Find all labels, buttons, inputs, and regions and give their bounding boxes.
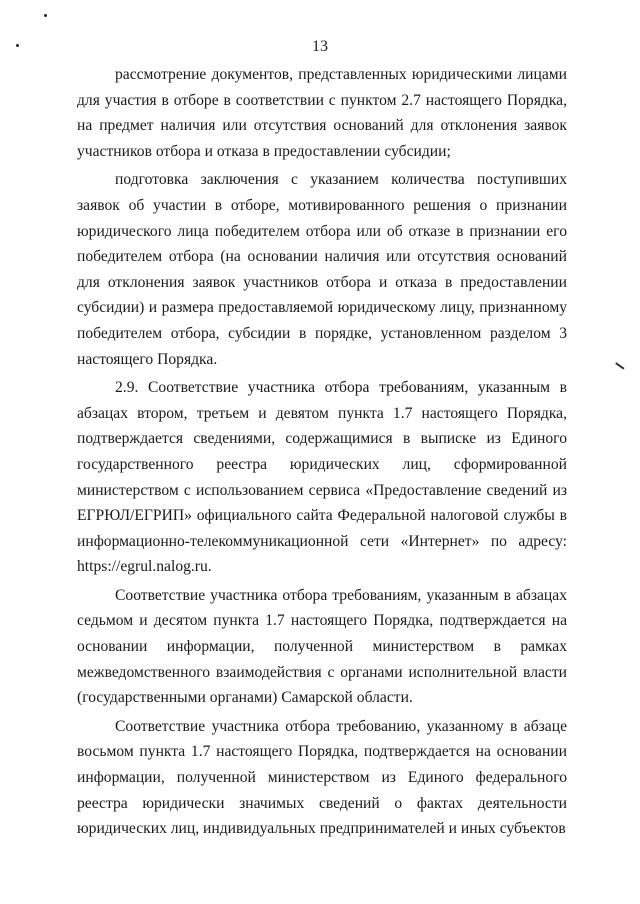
scan-mark (615, 362, 624, 369)
page-number: 13 (312, 38, 328, 55)
paragraph: Соответствие участника отбора требованиям, указанным в абзацах седьмом и десятом пункта 1.7 настоящего Порядка, подтверждается на основании информации, полученной министерством в рамках межведомственного взаимодействия с органами исполнительной власти (государственными органами) Самарской области. (77, 586, 567, 707)
paragraph: Соответствие участника отбора требованию, указанному в абзаце восьмом пункта 1.7 настоящего Порядка, подтверждается на основании информации, полученной министерством из Единого федерального реестра юридически значимых сведений о фактах деятельности юридических лиц, индивидуальных предпринимателей и иных субъектов (77, 717, 567, 838)
paragraph: рассмотрение документов, представленных юридическими лицами для участия в отборе в соответствии с пунктом 2.7 настоящего Порядка, на предмет наличия или отсутствия оснований для отклонения заявок участников отбора и отказа в предоставлении субсидии; (77, 66, 567, 160)
paragraph: 2.9. Соответствие участника отбора требованиям, указанным в абзацах втором, третьем и девятом пункта 1.7 настоящего Порядка, подтверждается сведениями, содержащимися в выписке из Единого государственного реестра юридических лиц, сформированной министерством с использованием сервиса «Предоставление сведений из ЕГРЮЛ/ЕГРИП» официального сайта Федеральной налоговой службы в информационно-телекоммуникационной сети «Интернет» по адресу: https://egrul.nalog.ru. (77, 379, 567, 576)
paragraph: подготовка заключения с указанием количества поступивших заявок об участии в отборе, мотивированного решения о признании юридического лица победителем отбора или об отказе в признании его победителем отбора (на основании наличия или отсутствия оснований для отклонения заявок участников отбора и отказа в предоставлении субсидии) и размера предоставляемой юридическому лицу, признанному победителем отбора, субсидии в порядке, установленном разделом 3 настоящего Порядка. (77, 171, 567, 368)
scan-speck (44, 14, 47, 17)
document-body (77, 62, 567, 845)
